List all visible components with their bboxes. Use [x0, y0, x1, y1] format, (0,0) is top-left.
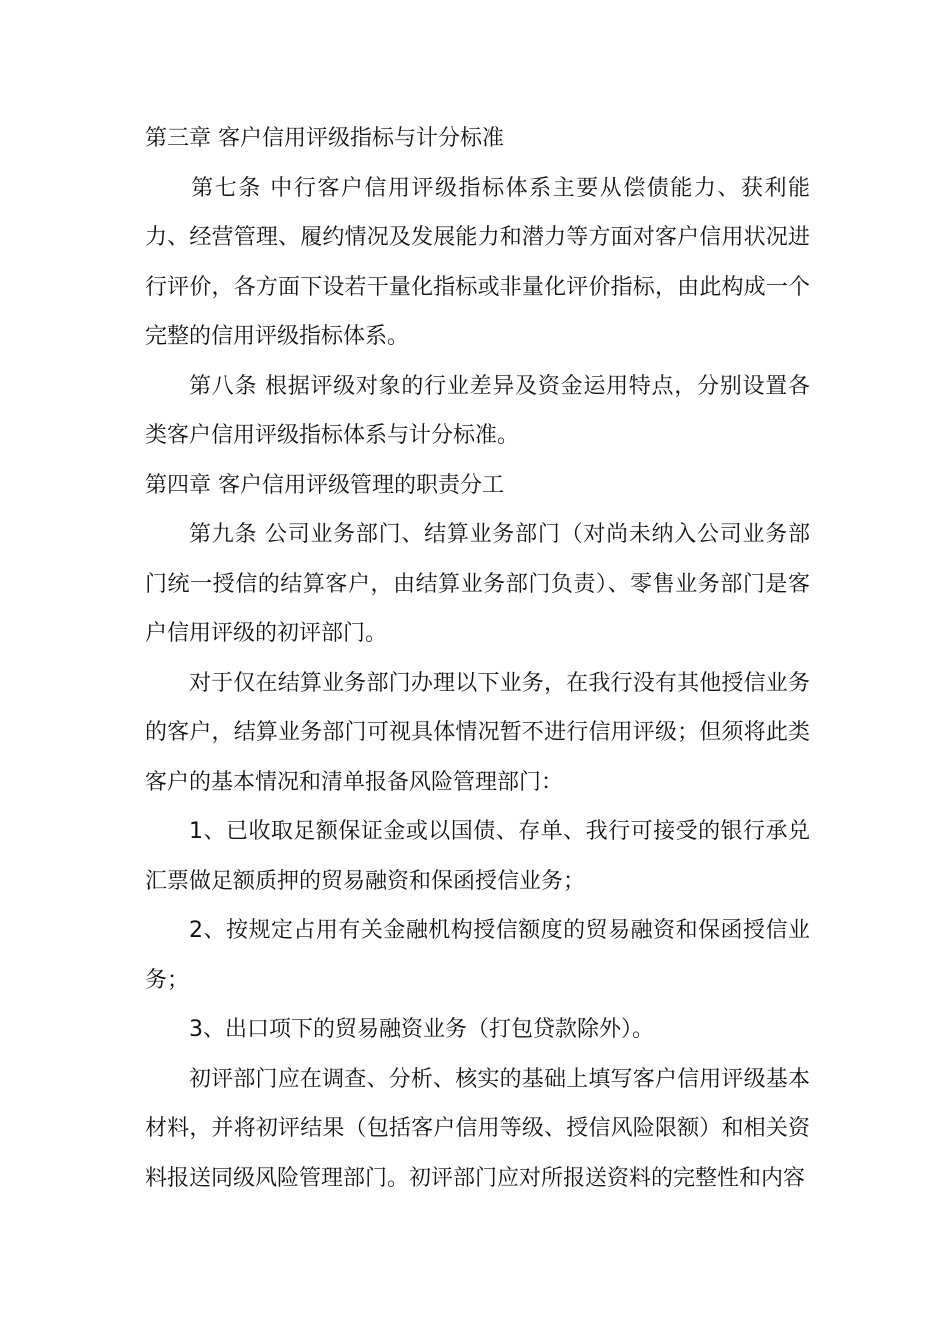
list-item-3: 3、出口项下的贸易融资业务（打包贷款除外）。: [189, 1017, 654, 1042]
document-body: [145, 114, 810, 1203]
chapter-4-heading: 第四章 客户信用评级管理的职责分工: [145, 472, 504, 498]
article-8-paragraph: 第八条 根据评级对象的行业差异及资金运用特点，分别设置各类客户信用评级指标体系与计分标准。: [145, 373, 810, 448]
list-item-2: 2、按规定占用有关金融机构授信额度的贸易融资和保函授信业务；: [145, 918, 810, 993]
list-item-1: 1、已收取足额保证金或以国债、存单、我行可接受的银行承兑汇票做足额质押的贸易融资和保函授信业务；: [145, 819, 810, 894]
settlement-exemption-paragraph: 对于仅在结算业务部门办理以下业务，在我行没有其他授信业务的客户，结算业务部门可视具体情况暂不进行信用评级；但须将此类客户的基本情况和清单报备风险管理部门：: [145, 670, 810, 795]
initial-review-paragraph: 初评部门应在调查、分析、核实的基础上填写客户信用评级基本材料，并将初评结果（包括客户信用等级、授信风险限额）和相关资料报送同级风险管理部门。初评部门应对所报送资料的完整性和内容: [145, 1066, 810, 1191]
article-7-paragraph: 第七条 中行客户信用评级指标体系主要从偿债能力、获利能力、经营管理、履约情况及发展能力和潜力等方面对客户信用状况进行评价，各方面下设若干量化指标或非量化评价指标，由此构成一个完整的信用评级指标体系。: [145, 175, 810, 349]
article-9-paragraph: 第九条 公司业务部门、结算业务部门（对尚未纳入公司业务部门统一授信的结算客户，由结算业务部门负责）、零售业务部门是客户信用评级的初评部门。: [145, 522, 810, 646]
chapter-3-heading: 第三章 客户信用评级指标与计分标准: [145, 126, 504, 151]
